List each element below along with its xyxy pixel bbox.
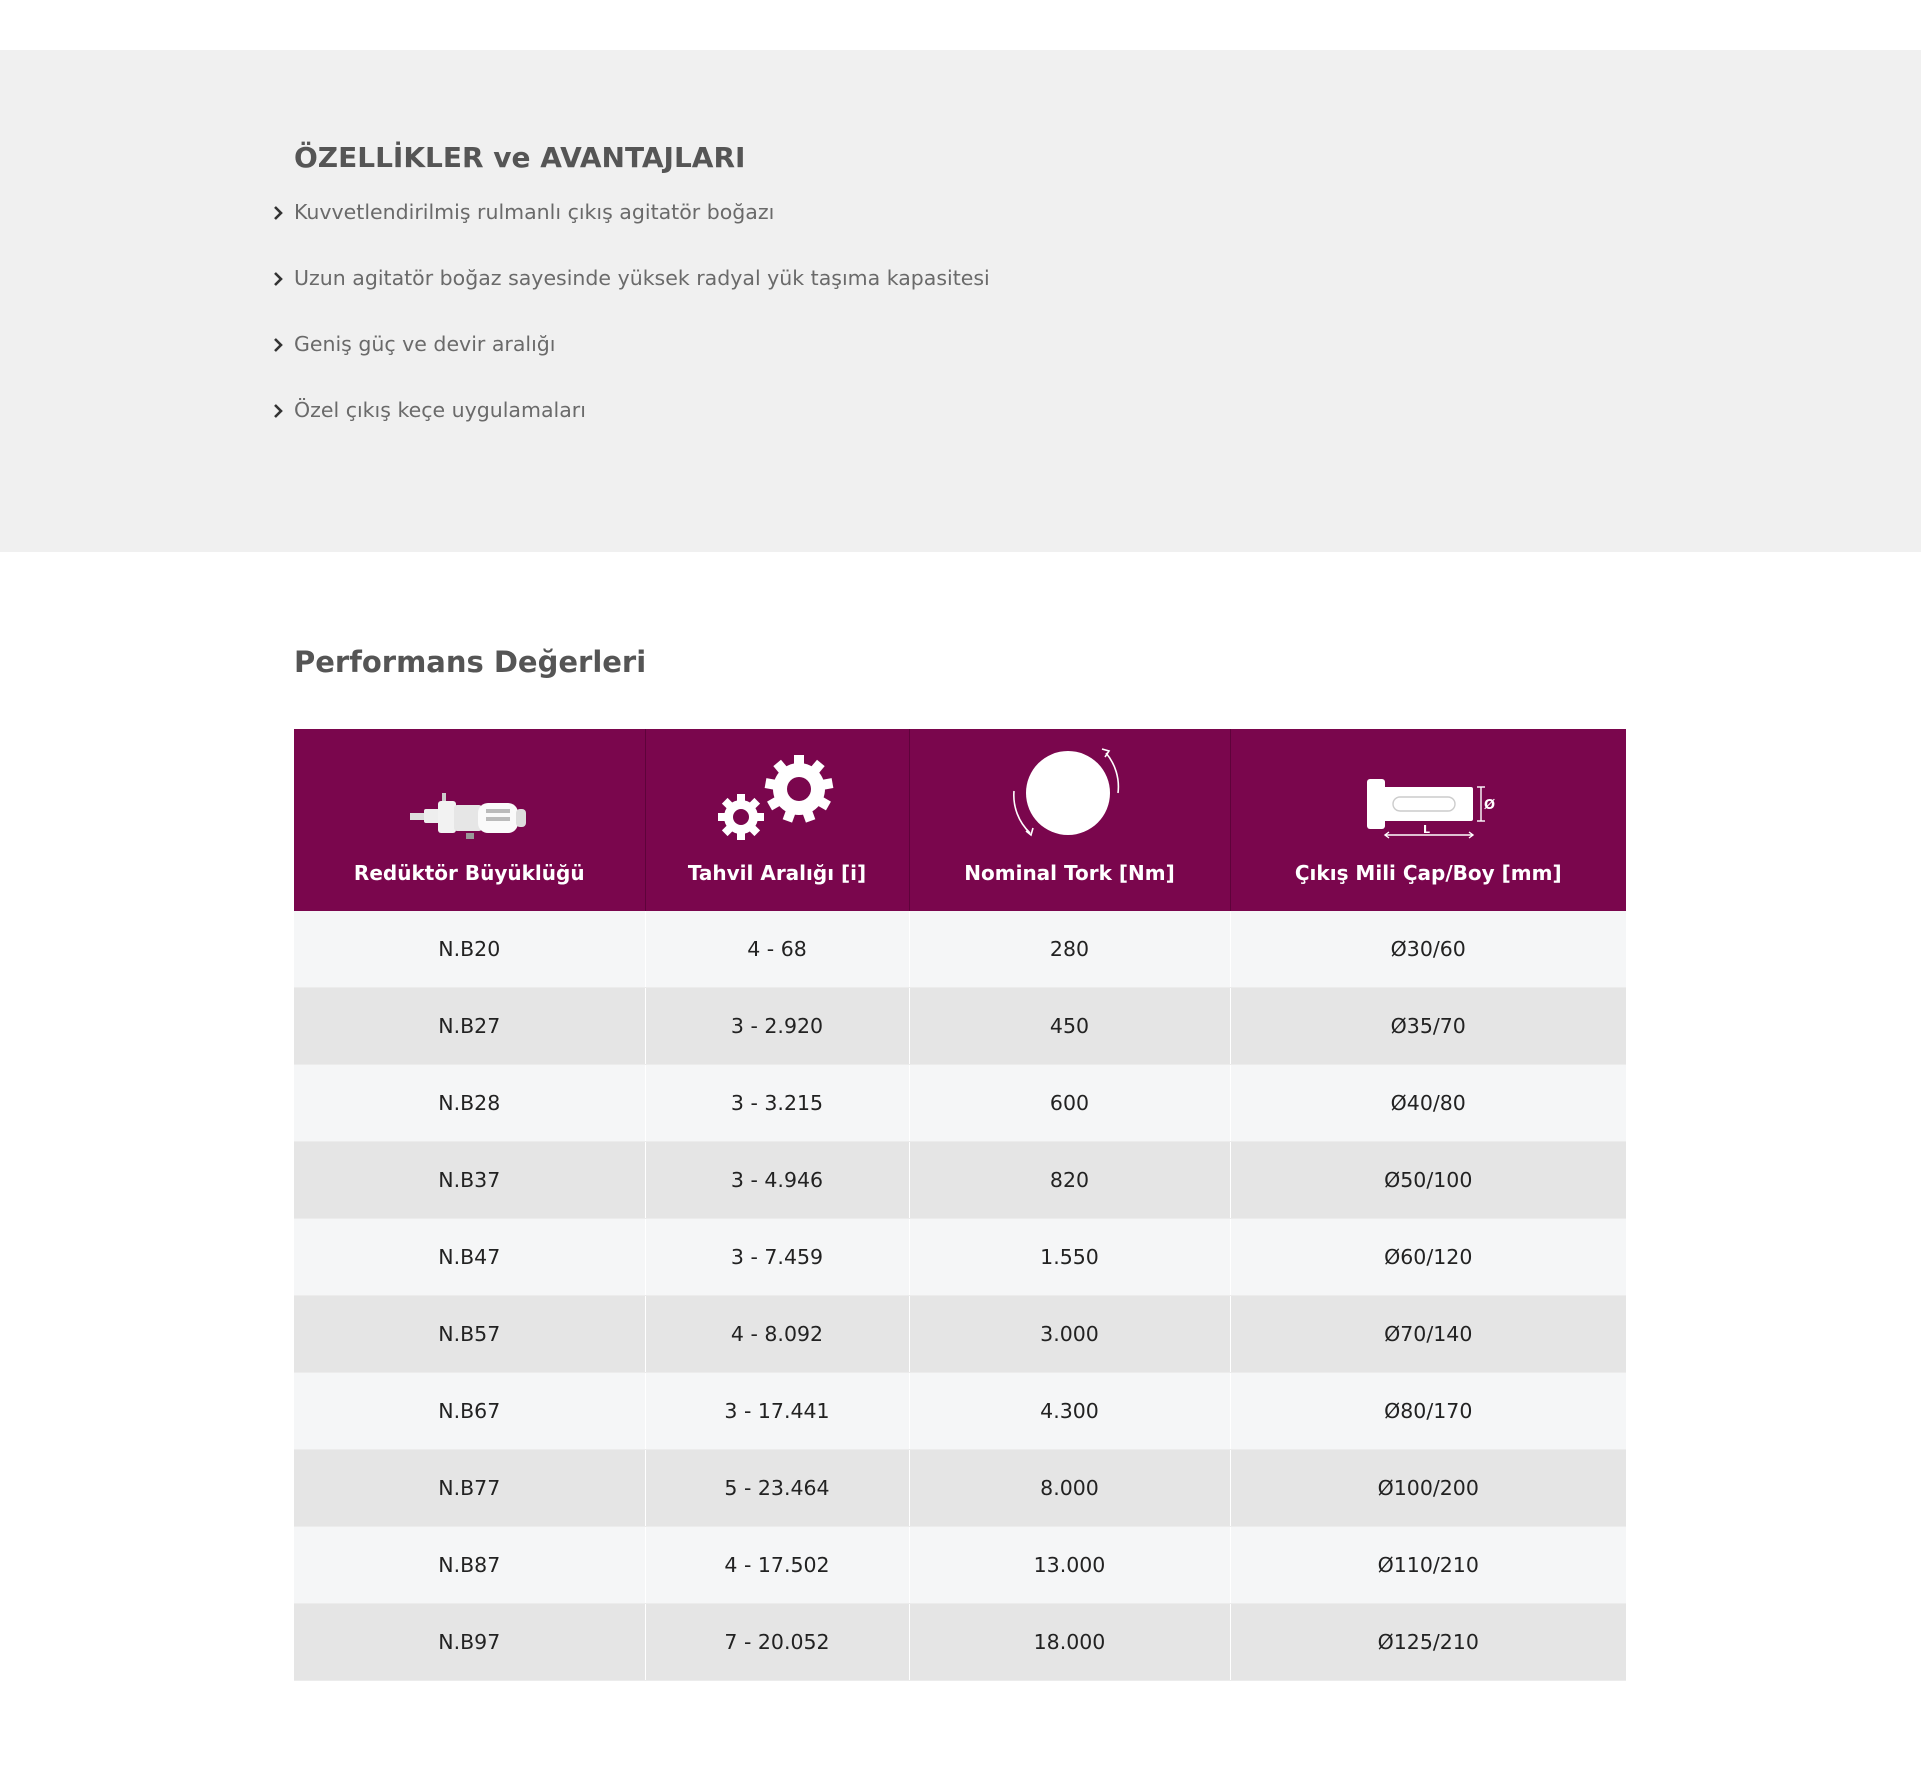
cell-ratio: 7 - 20.052 — [645, 1604, 909, 1681]
table-row — [294, 988, 1626, 1065]
cell-torque: 4.300 — [909, 1373, 1230, 1450]
diameter-label: Ø — [1484, 798, 1496, 813]
cell-size: N.B27 — [294, 988, 645, 1065]
output-shaft-icon — [1363, 741, 1496, 841]
column-header-ratio — [645, 729, 909, 911]
cell-shaft: Ø70/140 — [1230, 1296, 1626, 1373]
feature-item — [272, 266, 990, 332]
table-row — [294, 1296, 1626, 1373]
table-header-row — [294, 729, 1626, 911]
column-label: Nominal Tork [Nm] — [964, 861, 1175, 885]
table-row — [294, 1604, 1626, 1681]
length-label: L — [1423, 823, 1431, 836]
cell-ratio: 4 - 17.502 — [645, 1527, 909, 1604]
cell-size: N.B87 — [294, 1527, 645, 1604]
cell-size: N.B20 — [294, 911, 645, 988]
cell-torque: 600 — [909, 1065, 1230, 1142]
cell-ratio: 3 - 3.215 — [645, 1065, 909, 1142]
cell-size: N.B67 — [294, 1373, 645, 1450]
cell-ratio: 3 - 4.946 — [645, 1142, 909, 1219]
table-row — [294, 1450, 1626, 1527]
cell-ratio: 4 - 8.092 — [645, 1296, 909, 1373]
cell-size: N.B57 — [294, 1296, 645, 1373]
feature-list — [272, 200, 990, 464]
chevron-right-icon — [272, 200, 294, 221]
cell-shaft: Ø80/170 — [1230, 1373, 1626, 1450]
table-row — [294, 1219, 1626, 1296]
cell-size: N.B28 — [294, 1065, 645, 1142]
cell-size: N.B77 — [294, 1450, 645, 1527]
cell-shaft: Ø60/120 — [1230, 1219, 1626, 1296]
cell-torque: 13.000 — [909, 1527, 1230, 1604]
performance-table — [294, 729, 1626, 1681]
table-row — [294, 1065, 1626, 1142]
chevron-right-icon — [272, 266, 294, 287]
cell-torque: 280 — [909, 911, 1230, 988]
column-label: Çıkış Mili Çap/Boy [mm] — [1294, 861, 1562, 885]
column-label: Redüktör Büyüklüğü — [353, 861, 585, 885]
cell-torque: 18.000 — [909, 1604, 1230, 1681]
feature-item — [272, 200, 990, 266]
feature-item — [272, 332, 990, 398]
gears-icon — [717, 741, 837, 841]
feature-text: Kuvvetlendirilmiş rulmanlı çıkış agitatör boğazı — [294, 200, 775, 224]
feature-text: Geniş güç ve devir aralığı — [294, 332, 556, 356]
cell-shaft: Ø30/60 — [1230, 911, 1626, 988]
cell-torque: 3.000 — [909, 1296, 1230, 1373]
column-header-torque — [909, 729, 1230, 911]
cell-shaft: Ø100/200 — [1230, 1450, 1626, 1527]
column-label: Tahvil Aralığı [i] — [687, 861, 867, 885]
column-header-size — [294, 729, 645, 911]
cell-ratio: 3 - 17.441 — [645, 1373, 909, 1450]
features-title: ÖZELLİKLER ve AVANTAJLARI — [294, 141, 746, 174]
cell-size: N.B97 — [294, 1604, 645, 1681]
cell-torque: 450 — [909, 988, 1230, 1065]
feature-item — [272, 398, 990, 464]
cell-ratio: 5 - 23.464 — [645, 1450, 909, 1527]
table-row — [294, 911, 1626, 988]
performance-title: Performans Değerleri — [294, 645, 647, 679]
chevron-right-icon — [272, 398, 294, 419]
cell-shaft: Ø110/210 — [1230, 1527, 1626, 1604]
cell-torque: 8.000 — [909, 1450, 1230, 1527]
cell-shaft: Ø40/80 — [1230, 1065, 1626, 1142]
gear-reducer-icon — [410, 741, 528, 841]
torque-icon — [1010, 741, 1130, 841]
feature-text: Özel çıkış keçe uygulamaları — [294, 398, 586, 422]
cell-ratio: 4 - 68 — [645, 911, 909, 988]
table-row — [294, 1527, 1626, 1604]
cell-size: N.B37 — [294, 1142, 645, 1219]
cell-ratio: 3 - 2.920 — [645, 988, 909, 1065]
cell-torque: 820 — [909, 1142, 1230, 1219]
table-row — [294, 1373, 1626, 1450]
table-row — [294, 1142, 1626, 1219]
cell-size: N.B47 — [294, 1219, 645, 1296]
cell-shaft: Ø35/70 — [1230, 988, 1626, 1065]
cell-shaft: Ø50/100 — [1230, 1142, 1626, 1219]
cell-torque: 1.550 — [909, 1219, 1230, 1296]
cell-ratio: 3 - 7.459 — [645, 1219, 909, 1296]
column-header-shaft — [1230, 729, 1626, 911]
cell-shaft: Ø125/210 — [1230, 1604, 1626, 1681]
feature-text: Uzun agitatör boğaz sayesinde yüksek radyal yük taşıma kapasitesi — [294, 266, 990, 290]
chevron-right-icon — [272, 332, 294, 353]
